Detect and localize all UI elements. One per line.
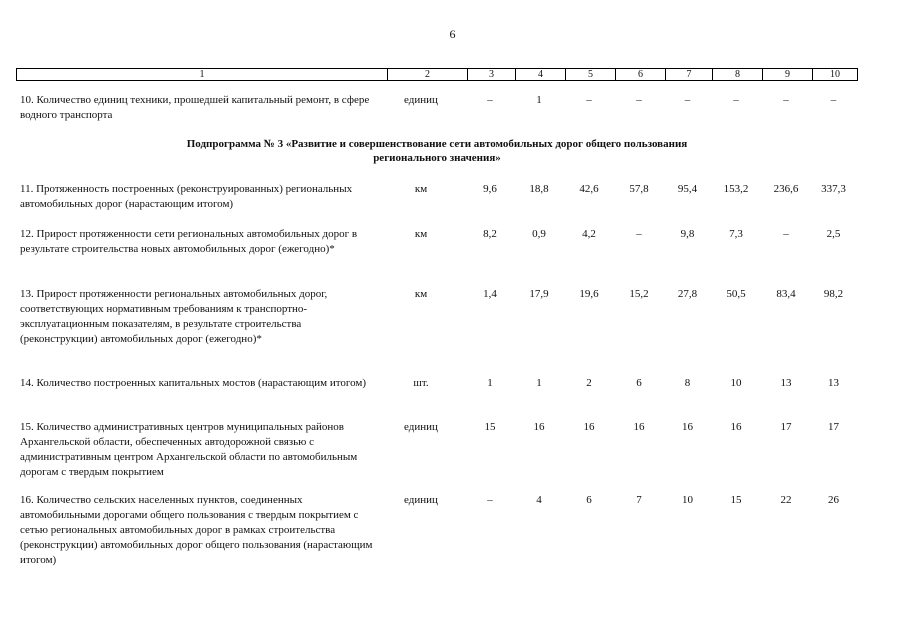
row-value: 18,8 [529, 183, 549, 195]
header-col-4: 4 [515, 69, 565, 80]
row-value: 7,3 [729, 228, 743, 240]
table-row [16, 493, 858, 571]
subprogram-line-2: регионального значения» [373, 152, 501, 164]
row-value: 17,9 [529, 288, 549, 300]
page-number: 6 [449, 27, 456, 41]
row-value: 16 [633, 421, 645, 433]
row-name: 15. Количество административных центров муниципальных районов Архангельской области, обеспеченных автодорожной связью с административным центром Архангельской области по автомобильным дорогам с твердым покрытием [20, 421, 358, 478]
row-value: 10 [730, 377, 742, 389]
row-value: 50,5 [726, 288, 746, 300]
row-value: 17 [828, 421, 839, 433]
row-value: 17 [780, 421, 792, 433]
row-name: 13. Прирост протяженности региональных автомобильных дорог, соответствующих нормативным требованиям к транспортно-эксплуатационным показателям, в результате строительства (реконструкции) автомобильных дорог (ежегодно)* [20, 288, 328, 345]
subprogram-line-1: Подпрограмма № 3 «Развитие и совершенствование сети автомобильных дорог общего пользования [186, 138, 688, 150]
row-value: 13 [780, 377, 792, 389]
header-col-7: 7 [665, 69, 712, 80]
header-col-9: 9 [762, 69, 812, 80]
header-col-3: 3 [467, 69, 515, 80]
row-unit: км [414, 183, 428, 195]
row-name: 14. Количество построенных капитальных мостов (нарастающим итогом) [20, 377, 367, 389]
row-value: 98,2 [823, 288, 844, 300]
row-value: – [733, 94, 739, 106]
row-value: 16 [682, 421, 693, 433]
row-value: – [487, 494, 493, 506]
row-value: 7 [636, 494, 642, 506]
row-value: 0,9 [532, 228, 546, 240]
row-value: 1 [487, 377, 493, 389]
row-value: 8,2 [483, 228, 497, 240]
row-value: 16 [730, 421, 742, 433]
row-value: 9,6 [483, 183, 497, 195]
row-name: 10. Количество единиц техники, прошедшей капитальный ремонт, в сфере водного транспорта [20, 94, 370, 121]
row-value: 153,2 [723, 183, 749, 195]
row-value: 13 [828, 377, 839, 389]
row-value: 4 [536, 494, 542, 506]
table-row [16, 420, 858, 482]
row-value: 83,4 [776, 288, 796, 300]
row-name: 11. Протяженность построенных (реконструированных) региональных автомобильных дорог (нарастающим итогом) [20, 183, 353, 210]
row-name: 12. Прирост протяженности сети региональных автомобильных дорог в результате строительства новых автомобильных дорог (ежегодно)* [20, 228, 358, 255]
row-value: 6 [586, 494, 592, 506]
row-value: 42,6 [579, 183, 599, 195]
row-value: 15 [730, 494, 742, 506]
row-value: 9,8 [680, 228, 695, 240]
row-value: – [684, 94, 691, 106]
header-col-8: 8 [712, 69, 762, 80]
header-col-10: 10 [812, 69, 857, 80]
row-unit: единиц [404, 421, 438, 433]
subprogram-heading [16, 137, 858, 165]
row-value: 6 [636, 377, 642, 389]
row-value: – [586, 94, 592, 106]
table-row [16, 376, 858, 408]
row-value: 26 [828, 494, 839, 506]
row-value: 1 [536, 377, 542, 389]
header-col-2: 2 [387, 69, 467, 80]
row-value: 19,6 [579, 288, 599, 300]
table-row [16, 227, 858, 275]
row-unit: единиц [404, 494, 438, 506]
table-row [16, 93, 858, 125]
row-unit: единиц [404, 94, 438, 106]
header-col-6: 6 [615, 69, 665, 80]
row-value: 2 [586, 377, 592, 389]
row-value: 337,3 [821, 183, 846, 195]
row-value: – [487, 94, 493, 106]
row-value: 4,2 [582, 228, 596, 240]
table-row [16, 182, 858, 214]
row-value: 236,6 [773, 183, 799, 195]
row-value: 15 [484, 421, 496, 433]
row-value: 1 [536, 94, 542, 106]
row-value: – [783, 228, 789, 240]
row-value: – [636, 94, 642, 106]
row-value: 95,4 [677, 183, 698, 195]
row-value: – [830, 94, 837, 106]
row-value: 16 [583, 421, 595, 433]
row-value: 27,8 [677, 288, 698, 300]
row-value: 57,8 [629, 183, 649, 195]
row-unit: км [414, 228, 428, 240]
row-value: 8 [684, 377, 691, 389]
row-value: 15,2 [629, 288, 649, 300]
row-value: – [783, 94, 789, 106]
row-value: 16 [533, 421, 545, 433]
row-name: 16. Количество сельских населенных пунктов, соединенных автомобильными дорогами общего пользования с твердым покрытием с сетью региональных автомобильных дорог в рамках строительства (реконструкции) автомобильных дорог общего пользования (нарастающим итогом) [20, 494, 373, 566]
row-value: – [636, 228, 642, 240]
header-col-1: 1 [199, 69, 205, 80]
row-unit: км [414, 288, 428, 300]
row-value: 1,4 [483, 288, 497, 300]
table-row [16, 287, 858, 365]
table-header-row [16, 68, 858, 81]
row-value: 10 [682, 494, 693, 506]
row-value: 2,5 [826, 228, 841, 240]
header-col-5: 5 [565, 69, 615, 80]
row-value: 22 [780, 494, 792, 506]
row-unit: шт. [413, 377, 429, 389]
